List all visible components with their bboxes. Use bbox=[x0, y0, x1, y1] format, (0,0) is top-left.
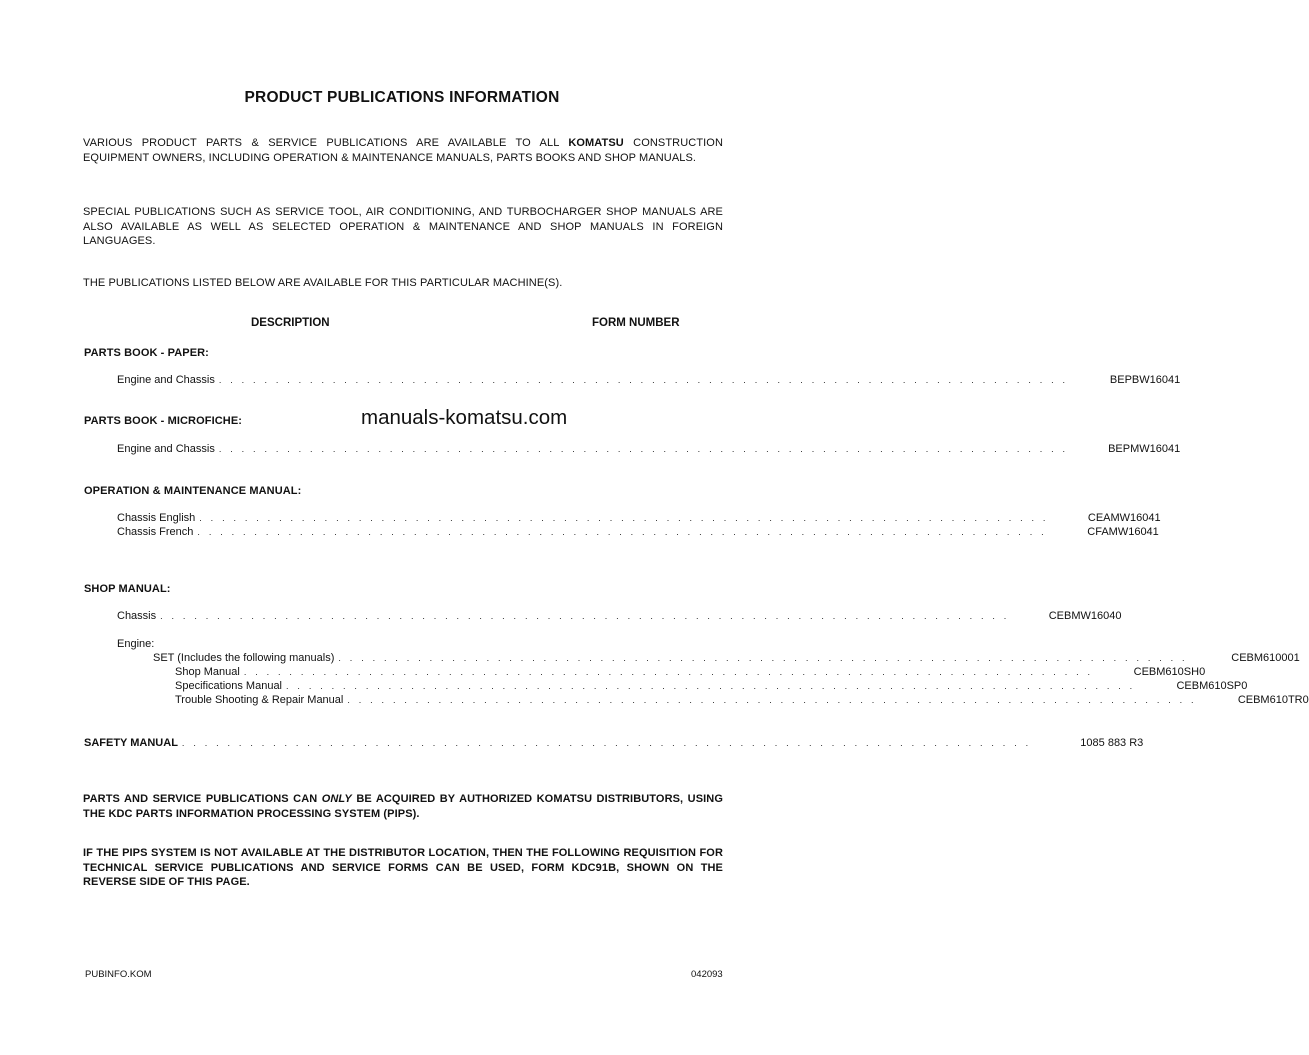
list-item bbox=[117, 512, 1161, 526]
intro-paragraph-3: THE PUBLICATIONS LISTED BELOW ARE AVAILABLE FOR THIS PARTICULAR MACHINE(S). bbox=[83, 277, 563, 289]
intro-paragraph-2: SPECIAL PUBLICATIONS SUCH AS SERVICE TOOL, AIR CONDITIONING, AND TURBOCHARGER SHOP MANUALS ARE ALSO AVAILABLE AS WELL AS SELECTED OPERATION & MAINTENANCE AND SHOP MANUALS IN FOREIGN LANGUAGES. bbox=[83, 206, 723, 247]
form-number: CEBM610SH0 bbox=[1133, 666, 1206, 678]
footer-date-code: 042093 bbox=[691, 969, 723, 980]
form-number: CEAMW16041 bbox=[1087, 512, 1161, 524]
dot-leader: . . . . . . . . . . . . . . . . . . . . . . . . . . . . . . . . . . . . . . . . . . . . . . . . . . . . . . . . . . . . . . . . . . . . . . . . . . . bbox=[160, 611, 1010, 621]
item-label: Chassis French bbox=[117, 526, 194, 538]
section-heading-parts-paper: PARTS BOOK - PAPER: bbox=[84, 347, 209, 359]
dot-leader: . . . . . . . . . . . . . . . . . . . . . . . . . . . . . . . . . . . . . . . . . . . . . . . . . . . . . . . . . . . . . . . . . . . . . . . . . . . bbox=[338, 653, 1188, 663]
list-item-safety-manual bbox=[84, 737, 1144, 751]
list-item bbox=[117, 374, 1181, 388]
item-label: Engine and Chassis bbox=[117, 443, 215, 455]
item-label: SAFETY MANUAL bbox=[84, 737, 178, 749]
form-number: BEPBW16041 bbox=[1109, 374, 1181, 386]
section-heading-operation-maintenance: OPERATION & MAINTENANCE MANUAL: bbox=[84, 485, 302, 497]
item-label: Specifications Manual bbox=[175, 680, 283, 692]
form-number: CEBM610001 bbox=[1231, 652, 1300, 664]
engine-label: Engine: bbox=[117, 638, 155, 650]
list-item bbox=[153, 652, 1300, 666]
section-heading-parts-microfiche: PARTS BOOK - MICROFICHE: bbox=[84, 415, 243, 427]
item-label: Shop Manual bbox=[175, 666, 240, 678]
dot-leader: . . . . . . . . . . . . . . . . . . . . . . . . . . . . . . . . . . . . . . . . . . . . . . . . . . . . . . . . . . . . . . . . . . . . . . . . . . . bbox=[347, 695, 1197, 705]
item-label: SET (Includes the following manuals) bbox=[153, 652, 335, 664]
item-label: Trouble Shooting & Repair Manual bbox=[175, 694, 344, 706]
form-number: CEBMW16040 bbox=[1048, 610, 1122, 622]
note-paragraph-2: IF THE PIPS SYSTEM IS NOT AVAILABLE AT THE DISTRIBUTOR LOCATION, THEN THE FOLLOWING REQUISITION FOR TECHNICAL SERVICE PUBLICATIONS AND SERVICE FORMS CAN BE USED, FORM KDC91B, SHOWN ON THE REVERSE SIDE OF THIS PAGE. bbox=[83, 847, 723, 888]
list-item bbox=[117, 443, 1181, 457]
dot-leader: . . . . . . . . . . . . . . . . . . . . . . . . . . . . . . . . . . . . . . . . . . . . . . . . . . . . . . . . . . . . . . . . . . . . . . . . . . . bbox=[181, 738, 1032, 748]
page-title: PRODUCT PUBLICATIONS INFORMATION bbox=[244, 89, 560, 106]
form-number: BEPMW16041 bbox=[1108, 443, 1181, 455]
dot-leader: . . . . . . . . . . . . . . . . . . . . . . . . . . . . . . . . . . . . . . . . . . . . . . . . . . . . . . . . . . . . . . . . . . . . . . . . . . . bbox=[218, 444, 1069, 454]
list-item bbox=[175, 694, 1309, 708]
list-item bbox=[175, 680, 1248, 694]
column-header-form-number: FORM NUMBER bbox=[592, 317, 680, 329]
list-item bbox=[117, 526, 1159, 540]
dot-leader: . . . . . . . . . . . . . . . . . . . . . . . . . . . . . . . . . . . . . . . . . . . . . . . . . . . . . . . . . . . . . . . . . . . . . . . . . . . bbox=[243, 667, 1094, 677]
intro-paragraph-1: VARIOUS PRODUCT PARTS & SERVICE PUBLICATIONS ARE AVAILABLE TO ALL KOMATSU CONSTRUCTION EQUIPMENT OWNERS, INCLUDING OPERATION & MAINTENANCE MANUALS, PARTS BOOKS AND SHOP MANUALS. bbox=[83, 137, 723, 164]
item-label: Engine and Chassis bbox=[117, 374, 215, 386]
list-item bbox=[175, 666, 1206, 680]
dot-leader: . . . . . . . . . . . . . . . . . . . . . . . . . . . . . . . . . . . . . . . . . . . . . . . . . . . . . . . . . . . . . . . . . . . . . . . . . . . bbox=[199, 513, 1049, 523]
form-number: 1085 883 R3 bbox=[1080, 737, 1144, 749]
form-number: CFAMW16041 bbox=[1087, 526, 1159, 538]
dot-leader: . . . . . . . . . . . . . . . . . . . . . . . . . . . . . . . . . . . . . . . . . . . . . . . . . . . . . . . . . . . . . . . . . . . . . . . . . . . bbox=[218, 375, 1069, 385]
footer-file-name: PUBINFO.KOM bbox=[85, 969, 152, 980]
watermark-text: manuals-komatsu.com bbox=[361, 406, 568, 429]
list-item bbox=[117, 610, 1122, 624]
form-number: CEBM610SP0 bbox=[1176, 680, 1248, 692]
item-label: Chassis English bbox=[117, 512, 196, 524]
dot-leader: . . . . . . . . . . . . . . . . . . . . . . . . . . . . . . . . . . . . . . . . . . . . . . . . . . . . . . . . . . . . . . . . . . . . . . . . . . . bbox=[286, 681, 1136, 691]
section-heading-shop-manual: SHOP MANUAL: bbox=[84, 583, 171, 595]
note-paragraph-1: PARTS AND SERVICE PUBLICATIONS CAN ONLY BE ACQUIRED BY AUTHORIZED KOMATSU DISTRIBUTORS, USING THE KDC PARTS INFORMATION PROCESSING SYSTEM (PIPS). bbox=[83, 793, 723, 820]
form-number: CEBM610TR0 bbox=[1237, 694, 1309, 706]
column-header-description: DESCRIPTION bbox=[251, 317, 330, 329]
item-label: Chassis bbox=[117, 610, 157, 622]
dot-leader: . . . . . . . . . . . . . . . . . . . . . . . . . . . . . . . . . . . . . . . . . . . . . . . . . . . . . . . . . . . . . . . . . . . . . . . . . . . bbox=[197, 527, 1047, 537]
